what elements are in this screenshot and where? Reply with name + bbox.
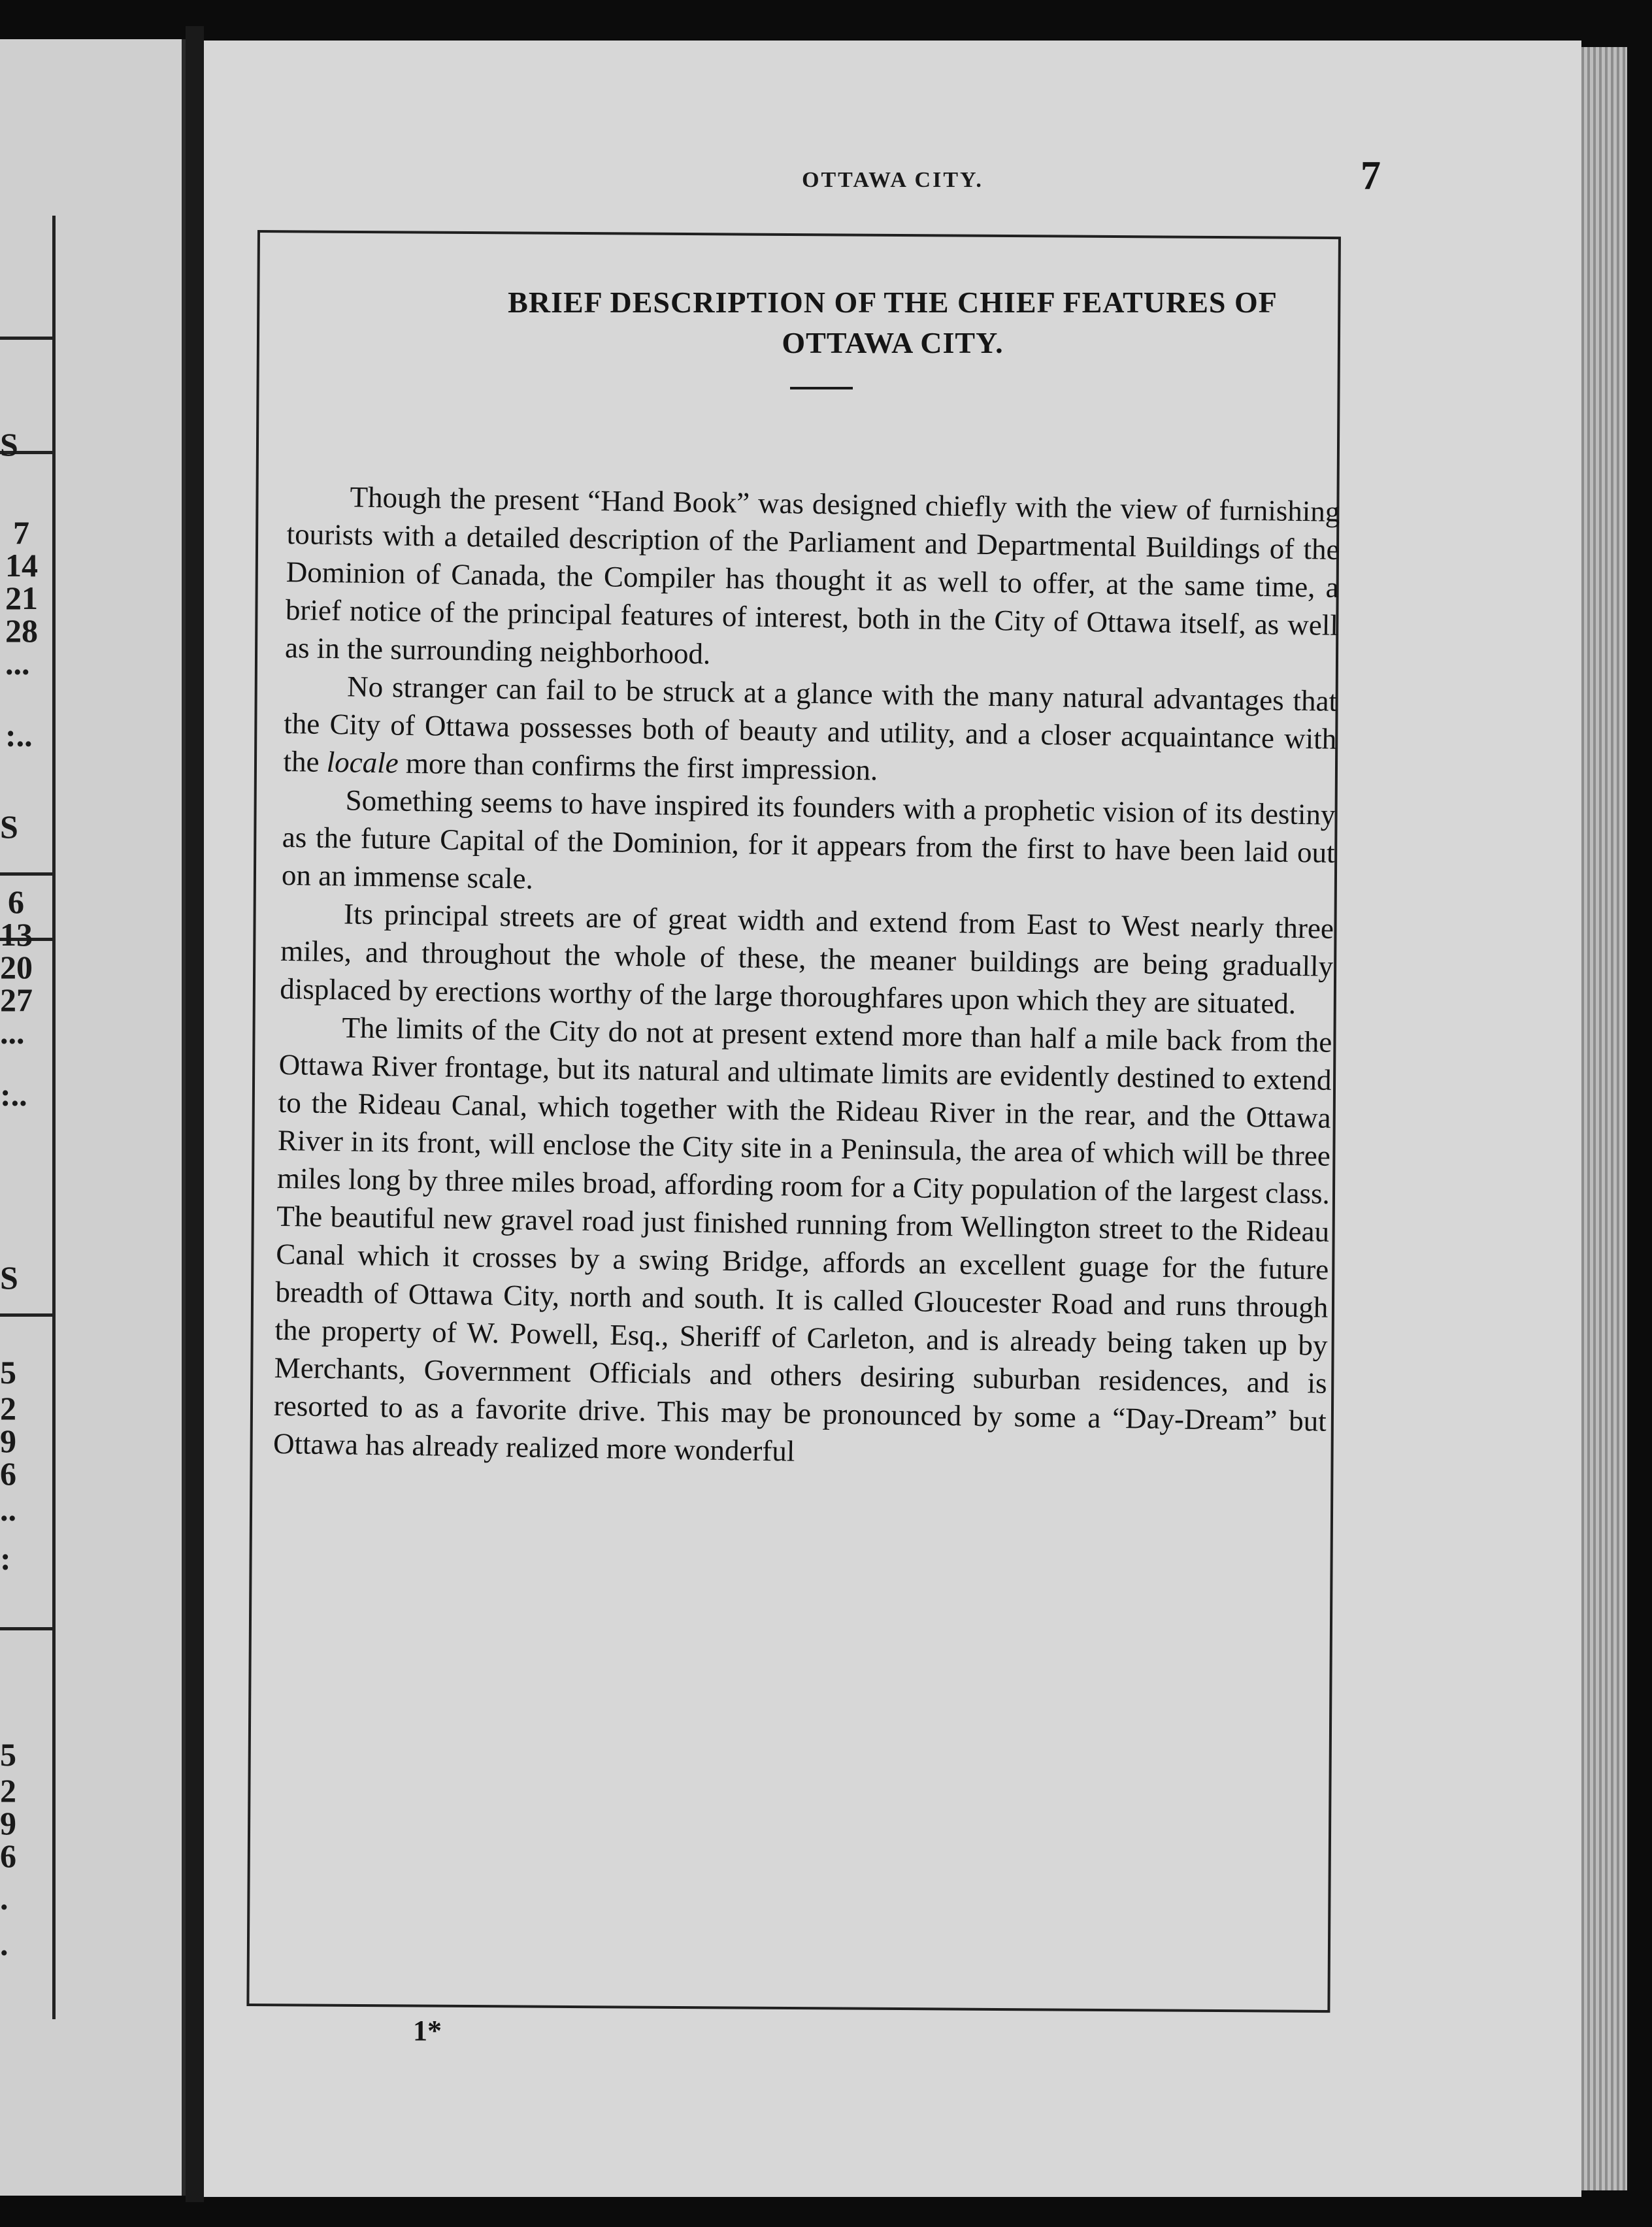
book-gutter	[186, 26, 204, 2202]
previous-page-mark: 2	[0, 1772, 16, 1809]
paragraph-text: Its principal streets are of great width and extend from East to West nearly three miles, and throughout the whole of these, the meaner buildings are being gradually displaced by erections worthy of the large thoroughfares upon which they are situated.	[280, 897, 1334, 1020]
previous-page-mark: 27	[0, 982, 33, 1018]
previous-page-mark: :	[0, 1540, 11, 1577]
previous-page-mark: .	[0, 1926, 8, 1962]
previous-page-mark: S	[0, 808, 18, 845]
previous-page-mark: 13	[0, 916, 33, 953]
previous-page-mark: ..	[0, 1491, 16, 1528]
previous-page-mark: 28	[5, 612, 38, 649]
title-line-2: OTTAWA CITY.	[782, 326, 1004, 359]
previous-page-mark: :..	[0, 1076, 27, 1113]
signature-mark: 1*	[413, 2015, 442, 2047]
previous-page-mark: 20	[0, 949, 33, 985]
previous-page-mark: 2	[0, 1390, 16, 1427]
title-line-1: BRIEF DESCRIPTION OF THE CHIEF FEATURES OF	[508, 286, 1278, 319]
previous-page-edge	[0, 39, 186, 2196]
paragraph-text: more than confirms the first impression.	[398, 746, 878, 787]
previous-page-rule	[0, 1313, 52, 1317]
paragraph-text: No stranger can fail to be struck at a glance with the many natural advantages that the City of Ottawa possesses both of beauty and utility, and a closer acquaintance with the	[283, 670, 1338, 778]
paragraph-1	[285, 477, 1340, 682]
previous-page-mark: S	[0, 1259, 18, 1296]
paragraph-text: Something seems to have inspired its founders with a prophetic vision of its destiny as the future Capital of the Dominion, for it appears from the first to have been laid out on an immense scale.	[281, 784, 1336, 895]
body-text	[273, 477, 1340, 1478]
previous-page-rule	[0, 337, 52, 340]
running-head: OTTAWA CITY.	[802, 168, 983, 192]
previous-page-mark: 21	[5, 580, 38, 616]
emphasis-locale: locale	[326, 745, 399, 780]
previous-page-mark: ...	[0, 1014, 25, 1051]
previous-page-mark: 6	[0, 1838, 16, 1874]
paragraph-text: The limits of the City do not at present extend more than half a mile back from the Ottawa River frontage, but its natural and ultimate limits are evidently destined to extend to the Rideau Canal, which together with the Rideau River in the rear, and the Ottawa River in its front, will enclose the City site in a Peninsula, the area of which will be three miles long by three miles broad, affording room for a City population of the largest class. The beautiful new gravel road just finished running from Wellington street to the Rideau Canal which it crosses by a swing Bridge, affords an excellent guage for the future breadth of Ottawa City, north and south. It is called Gloucester Road and runs through the property of W. Powell, Esq., Sheriff of Carleton, and is already being taken up by Merchants, Government Officials and others desiring suburban residences, and is resorted to as a favorite drive. This may be pronounced by some a “Day-Dream” but Ottawa has already realized more wonderful	[273, 1011, 1332, 1468]
paragraph-text: Though the present “Hand Book” was designed chiefly with the view of furnishing tourists with a detailed description of the Parliament and Departmental Buildings of the Dominion of Canada, the Compiler has thought it as well to offer, at the same time, a brief notice of the principal features of interest, both in the City of Ottawa itself, as well as in the surrounding neighborhood.	[284, 480, 1340, 670]
page-stack-edges	[1581, 47, 1627, 2190]
previous-page-mark: 5	[0, 1736, 16, 1773]
previous-page-mark: 9	[0, 1805, 16, 1841]
previous-page-mark: .	[0, 1880, 8, 1917]
previous-page-mark: 6	[8, 883, 24, 920]
previous-page-mark: 6	[0, 1455, 16, 1492]
title-divider	[790, 387, 853, 389]
previous-page-mark: ...	[5, 645, 30, 682]
previous-page-mark: 5	[0, 1354, 16, 1391]
page-number: 7	[1361, 154, 1381, 198]
previous-page-mark: :..	[5, 717, 33, 753]
previous-page-rule	[0, 1627, 52, 1630]
paragraph-4	[280, 894, 1334, 1023]
previous-page-rule	[0, 872, 52, 876]
paragraph-3	[282, 780, 1336, 910]
paragraph-2	[283, 667, 1337, 796]
book-page	[204, 41, 1581, 2197]
previous-page-mark: 9	[0, 1423, 16, 1459]
page-title	[204, 282, 1581, 363]
previous-page-mark: 14	[5, 547, 38, 584]
previous-page-mark: 7	[13, 514, 29, 551]
previous-page-mark: S	[0, 426, 18, 463]
paragraph-5	[273, 1008, 1332, 1478]
